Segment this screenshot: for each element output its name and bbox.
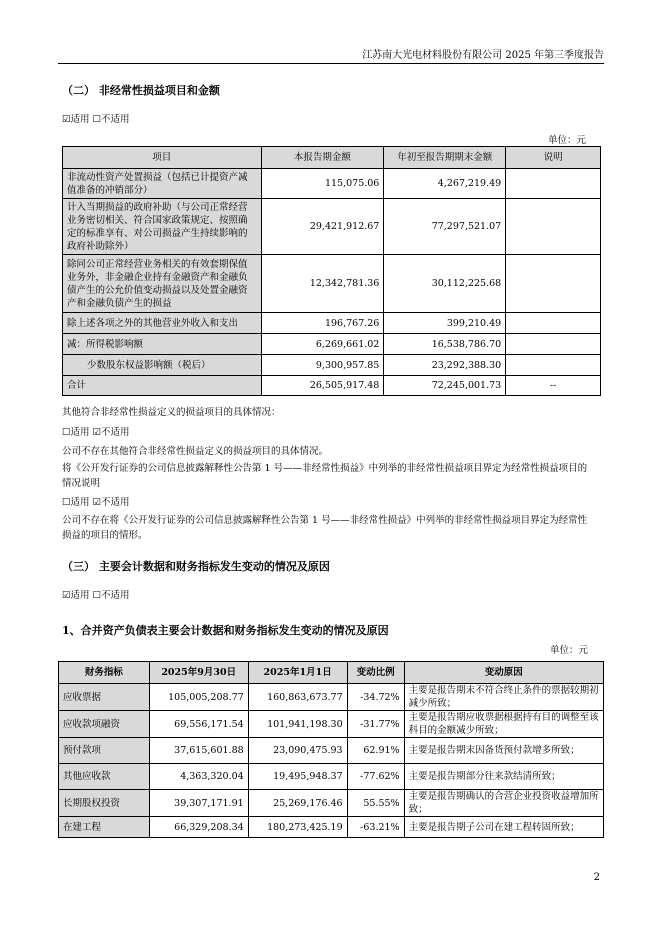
section3-applicable: ☑适用 ☐不适用	[62, 590, 130, 601]
row-note	[506, 199, 601, 255]
table-row	[63, 199, 601, 255]
row-reason: 主要是报告期部分往来款结清所致；	[404, 764, 603, 790]
row-end: 105,005,208.77	[149, 684, 248, 711]
row-note: --	[506, 376, 601, 396]
table-row	[63, 313, 601, 334]
row-ytd: 23,292,388.30	[384, 355, 506, 376]
row-end: 66,329,208.34	[149, 817, 248, 838]
row-note	[506, 255, 601, 313]
section3-subtitle: 1、合并资产负债表主要会计数据和财务指标发生变动的情况及原因	[62, 624, 389, 637]
col-header: 本报告期金额	[261, 147, 384, 169]
row-begin: 19,495,948.37	[248, 764, 347, 790]
row-change: 55.55%	[347, 790, 404, 817]
row-begin: 25,269,176.46	[248, 790, 347, 817]
section3-title: （三） 主要会计数据和财务指标发生变动的情况及原因	[62, 560, 330, 573]
row-begin: 23,090,475.93	[248, 738, 347, 764]
row-end: 69,556,171.54	[149, 711, 248, 738]
col-header: 2025年9月30日	[149, 662, 248, 684]
col-header: 变动比例	[347, 662, 404, 684]
page-number: 2	[593, 872, 600, 883]
table-row	[63, 334, 601, 355]
row-reason: 主要是报告期确认的合营企业投资收益增加所致；	[404, 790, 603, 817]
row-end: 37,615,601.88	[149, 738, 248, 764]
announcement-result: 公司不存在将《公开发行证券的公司信息披露解释性公告第 1 号——非经常性损益》中列举的非经常性损益项目界定为经常性损益的项目的情形。	[62, 515, 588, 541]
other-items-applicable: ☐适用 ☑不适用	[62, 427, 130, 438]
row-reason: 主要是报告期末因备货预付款增多所致；	[404, 738, 603, 764]
row-item: 应收款项融资	[59, 711, 150, 738]
section3-unit: 单位：元	[549, 645, 588, 656]
nonrecurring-table	[62, 146, 601, 396]
table-header-row	[59, 662, 604, 684]
row-note	[506, 334, 601, 355]
row-end: 39,307,171.91	[149, 790, 248, 817]
col-header: 年初至报告期期末金额	[384, 147, 506, 169]
row-change: -34.72%	[347, 684, 404, 711]
table-row	[63, 355, 601, 376]
table-row	[59, 817, 604, 838]
row-note	[506, 313, 601, 334]
row-item: 合计	[63, 376, 262, 396]
row-note	[506, 355, 601, 376]
announcement-text: 将《公开发行证券的公司信息披露解释性公告第 1 号——非经常性损益》中列举的非经常性损益项目界定为经常性损益项目的情况说明	[62, 463, 588, 489]
table-row	[59, 790, 604, 817]
row-item: 其他应收款	[59, 764, 150, 790]
row-current: 26,505,917.48	[261, 376, 384, 396]
row-current: 29,421,912.67	[261, 199, 384, 255]
row-item: 非流动性资产处置损益（包括已计提资产减值准备的冲销部分）	[63, 169, 262, 199]
other-items-label: 其他符合非经常性损益定义的损益项目的具体情况：	[62, 407, 281, 418]
section2-unit: 单位：元	[547, 135, 586, 146]
balance-sheet-change-table	[58, 661, 604, 838]
row-ytd: 399,210.49	[384, 313, 506, 334]
table-row	[59, 764, 604, 790]
col-header: 项目	[63, 147, 262, 169]
table-row	[59, 684, 604, 711]
announcement-applicable: ☐适用 ☑不适用	[62, 497, 130, 508]
row-item: 除上述各项之外的其他营业外收入和支出	[63, 313, 262, 334]
table-row	[63, 169, 601, 199]
row-begin: 101,941,198.30	[248, 711, 347, 738]
row-item: 除同公司正常经营业务相关的有效套期保值业务外，非金融企业持有金融资产和金融负债产生的公允价值变动损益以及处置金融资产和金融负债产生的损益	[63, 255, 262, 313]
row-item: 应收票据	[59, 684, 150, 711]
row-ytd: 77,297,521.07	[384, 199, 506, 255]
row-current: 115,075.06	[261, 169, 384, 199]
row-current: 12,342,781.36	[261, 255, 384, 313]
section2-applicable: ☑适用 ☐不适用	[62, 114, 130, 125]
col-header: 说明	[506, 147, 601, 169]
row-reason: 主要是报告期子公司在建工程转固所致；	[404, 817, 603, 838]
row-item: 计入当期损益的政府补助（与公司正常经营业务密切相关、符合国家政策规定、按照确定的标准享有、对公司损益产生持续影响的政府补助除外）	[63, 199, 262, 255]
table-row	[59, 738, 604, 764]
row-note	[506, 169, 601, 199]
row-change: 62.91%	[347, 738, 404, 764]
row-item: 少数股东权益影响额（税后）	[63, 355, 262, 376]
row-change: -77.62%	[347, 764, 404, 790]
row-change: -63.21%	[347, 817, 404, 838]
other-items-text: 公司不存在其他符合非经常性损益定义的损益项目的具体情况。	[62, 446, 329, 457]
row-item: 长期股权投资	[59, 790, 150, 817]
col-header: 变动原因	[404, 662, 603, 684]
row-ytd: 30,112,225.68	[384, 255, 506, 313]
row-ytd: 4,267,219.49	[384, 169, 506, 199]
row-current: 6,269,661.02	[261, 334, 384, 355]
row-reason: 主要是报告期末不符合终止条件的票据较期初减少所致；	[404, 684, 603, 711]
table-header-row	[63, 147, 601, 169]
row-item: 预付款项	[59, 738, 150, 764]
row-item: 在建工程	[59, 817, 150, 838]
row-begin: 180,273,425.19	[248, 817, 347, 838]
table-row-total	[63, 376, 601, 396]
row-ytd: 72,245,001.73	[384, 376, 506, 396]
col-header: 2025年1月1日	[248, 662, 347, 684]
col-header: 财务指标	[59, 662, 150, 684]
report-header: 江苏南大光电材料股份有限公司 2025 年第三季度报告	[362, 50, 604, 61]
row-change: -31.77%	[347, 711, 404, 738]
row-current: 9,300,957.85	[261, 355, 384, 376]
row-ytd: 16,538,786.70	[384, 334, 506, 355]
row-reason: 主要是报告期应收票据根据持有目的调整至该科目的金额减少所致；	[404, 711, 603, 738]
row-begin: 160,863,673.77	[248, 684, 347, 711]
row-current: 196,767.26	[261, 313, 384, 334]
table-row	[59, 711, 604, 738]
table-row	[63, 255, 601, 313]
row-end: 4,363,320.04	[149, 764, 248, 790]
row-item: 减：所得税影响额	[63, 334, 262, 355]
header-divider	[58, 63, 604, 64]
section2-title: （二） 非经常性损益项目和金额	[62, 84, 220, 97]
